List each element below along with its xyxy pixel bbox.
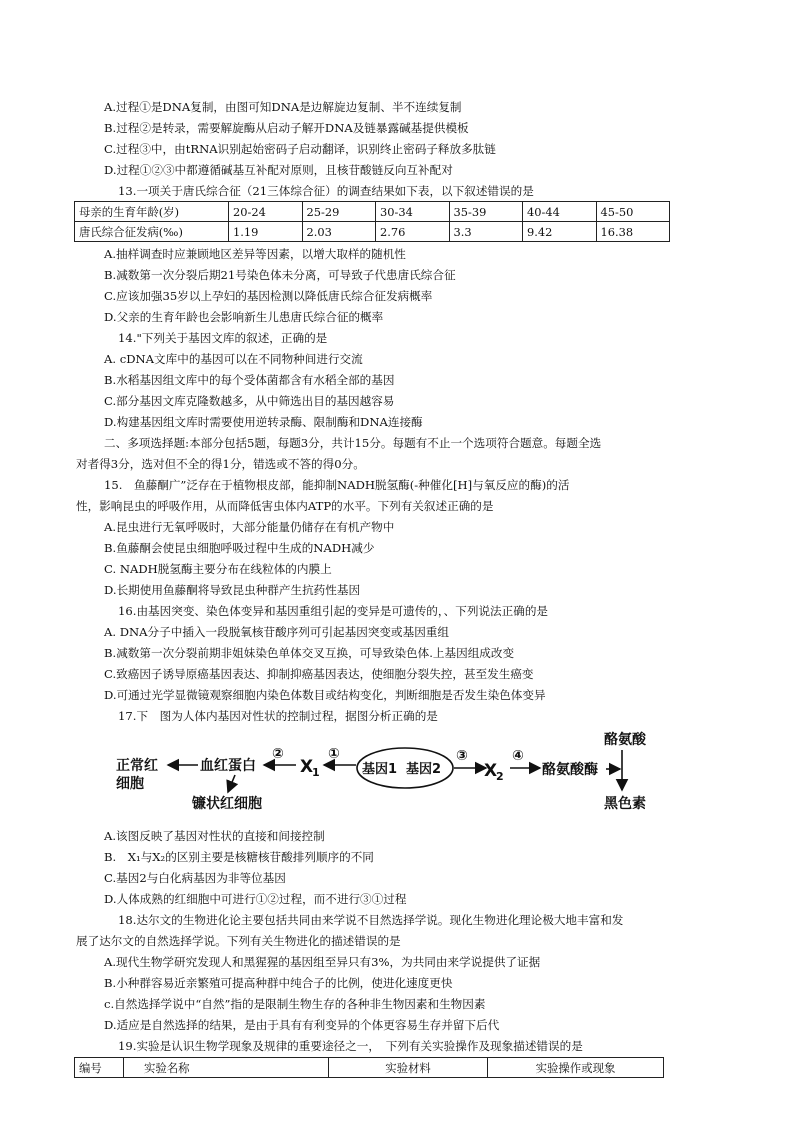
- q12-option-d: D.过程①②③中都遵循碱基互补配对原则，且核苷酸链反向互补配对: [104, 163, 453, 177]
- table-cell: 唐氏综合征发病(‰): [75, 222, 229, 242]
- table-row: [75, 222, 670, 242]
- section2-intro-line1: 二、多项选择题:本部分包括5题，每题3分，共计15分。每题有不止一个选项符合题意。每题全选: [104, 436, 602, 450]
- gene-control-diagram: [100, 730, 700, 830]
- table-cell: 25-29: [302, 202, 376, 222]
- x2-subscript: 2: [496, 770, 504, 783]
- q15-stem-line2: 性，影响昆虫的呼吸作用，从而降低害虫体内ATP的水平。下列有关叙述正确的是: [76, 499, 494, 513]
- step-2-label: ②: [272, 746, 284, 762]
- q13-option-d: D.父亲的生育年龄也会影响新生儿患唐氏综合征的概率: [104, 310, 384, 324]
- q18-option-c: c.自然选择学说中“自然”指的是限制生物生存的各种非生物因素和生物因素: [104, 997, 486, 1011]
- q17-option-c: C.基因2与白化病基因为非等位基因: [104, 871, 286, 885]
- q12-option-b: B.过程②是转录，需要解旋酶从启动子解开DNA及链暴露碱基提供模板: [104, 121, 469, 135]
- q19-table: [74, 1057, 664, 1078]
- q17-stem: 17.下 图为人体内基因对性状的控制过程，据图分析正确的是: [118, 709, 438, 723]
- q18-option-a: A.现代生物学研究发现人和黑猩猩的基因组至异只有3%，为共同由来学说提供了证据: [104, 955, 541, 969]
- table-header-cell: 实验操作或现象: [488, 1058, 664, 1078]
- q14-option-d: D.构建基因组文库时需要使用逆转录酶、限制酶和DNA连接酶: [104, 415, 423, 429]
- q16-option-c: C.致癌因子诱导原癌基因表达、抑制抑癌基因表达，使细胞分裂失控，甚至发生癌变: [104, 667, 534, 681]
- q13-option-c: C.应该加强35岁以上孕妇的基因检测以降低唐氏综合征发病概率: [104, 289, 433, 303]
- hemoglobin-label: 血红蛋白: [200, 758, 256, 774]
- q18-stem-line1: 18.达尔文的生物进化论主要包括共同由来学说不目然选择学说。现化生物进化理论极大地丰富和发: [118, 913, 624, 927]
- normal-rbc-label-2: 细胞: [116, 776, 144, 792]
- table-cell: 3.3: [449, 222, 523, 242]
- q13-option-b: B.减数第一次分裂后期21号染色体未分离，可导致子代患唐氏综合征: [104, 268, 456, 282]
- x1-label: X: [300, 757, 314, 777]
- q16-option-a: A. DNA分子中插入一段脱氧核苷酸序列可引起基因突变或基因重组: [104, 625, 449, 639]
- q17-option-a: A.该图反映了基因对性状的直接和间接控制: [104, 829, 325, 843]
- table-cell: 45-50: [596, 202, 670, 222]
- q15-option-a: A.昆虫进行无氧呼吸时，大部分能量仍储存在有机产物中: [104, 520, 395, 534]
- table-cell: 母亲的生育年龄(岁): [75, 202, 229, 222]
- table-cell: 9.42: [523, 222, 597, 242]
- x2-label: X: [484, 761, 498, 781]
- q15-option-b: B.鱼藤酮会使昆虫细胞呼吸过程中生成的NADH减少: [104, 541, 375, 555]
- table-cell: 1.19: [229, 222, 303, 242]
- q12-option-a: A.过程①是DNA复制，由图可知DNA是边解旋边复制、半不连续复制: [104, 100, 462, 114]
- table-header-cell: 实验名称: [124, 1058, 329, 1078]
- table-cell: 2.76: [376, 222, 450, 242]
- step-1-label: ①: [328, 746, 340, 762]
- q15-option-d: D.长期使用鱼藤酮将导致昆虫种群产生抗药性基因: [104, 583, 361, 597]
- section2-intro-line2: 对者得3分，选对但不全的得1分，错选或不答的得0分。: [76, 457, 365, 471]
- q18-option-b: B.小种群容易近亲繁殖可提高种群中纯合子的比例，使进化速度更快: [104, 976, 453, 990]
- q18-option-d: D.适应是自然选择的结果，是由于具有有利变异的个体更容易生存并留下后代: [104, 1018, 500, 1032]
- tyrosinase-label: 酪氨酸酶: [542, 762, 598, 778]
- table-cell: 40-44: [523, 202, 597, 222]
- q14-option-b: B.水稻基因组文库中的每个受体菌都含有水稻全部的基因: [104, 373, 395, 387]
- table-row: [75, 202, 670, 222]
- tyrosine-label: 酪氨酸: [604, 732, 646, 748]
- q14-stem: 14."下列关于基因文库的叙述，正确的是: [118, 331, 328, 345]
- normal-rbc-label: 正常红: [116, 758, 158, 774]
- q18-stem-line2: 展了达尔文的自然选择学说。下列有关生物进化的描述错误的是: [76, 934, 401, 948]
- q17-option-b: B. X₁与X₂的区别主要是核糖核苷酸排列顺序的不同: [104, 850, 374, 864]
- q14-option-a: A. cDNA文库中的基因可以在不同物种间进行交流: [104, 352, 363, 366]
- table-header-cell: 实验材料: [329, 1058, 488, 1078]
- q13-stem: 13.一项关于唐氏综合征（21三体综合征）的调查结果如下表，以下叙述错误的是: [118, 184, 534, 198]
- table-cell: 35-39: [449, 202, 523, 222]
- q16-option-d: D.可通过光学显微镜观察细胞内染色体数目或结构变化，判断细胞是否发生染色体变异: [104, 688, 546, 702]
- table-cell: 2.03: [302, 222, 376, 242]
- q12-option-c: C.过程③中，由tRNA识别起始密码子启动翻译，识别终止密码子释放多肽链: [104, 142, 496, 156]
- table-cell: 20-24: [229, 202, 303, 222]
- q17-option-d: D.人体成熟的红细胞中可进行①②过程，而不进行③①过程: [104, 892, 407, 906]
- melanin-label: 黑色素: [604, 796, 646, 812]
- q19-stem: 19.实验是认识生物学现象及规律的重要途径之一， 下列有关实验操作及现象描述错误的是: [118, 1039, 583, 1053]
- x1-subscript: 1: [312, 766, 320, 779]
- q13-option-a: A.抽样调查时应兼顾地区差异等因素，以增大取样的随机性: [104, 247, 406, 261]
- q16-option-b: B.减数第一次分裂前期非姐妹染色单体交叉互换，可导致染色体.上基因组成改变: [104, 646, 515, 660]
- q15-stem-line1: 15. 鱼藤酮广”泛存在于植物根皮部，能抑制NADH脱氢酶(-种催化[H]与氧反应的酶)的活: [104, 478, 570, 492]
- table-header-cell: 编号: [75, 1058, 124, 1078]
- step-4-label: ④: [512, 748, 524, 764]
- q14-option-c: C.部分基因文库克隆数越多，从中筛选出目的基因越容易: [104, 394, 395, 408]
- q13-table: [74, 201, 670, 242]
- table-cell: 16.38: [596, 222, 670, 242]
- q15-option-c: C. NADH脱氢酶主要分布在线粒体的内膜上: [104, 562, 332, 576]
- step-3-label: ③: [456, 748, 468, 764]
- gene2-label: 基因2: [406, 762, 442, 777]
- sickle-cell-label: 镰状红细胞: [192, 796, 262, 812]
- arrow-hemoglobin-to-sickle: [228, 775, 235, 792]
- q16-stem: 16.由基因突变、染色体变异和基因重组引起的变异是可遗传的，、下列说法正确的是: [118, 604, 549, 618]
- gene1-label: 基因1: [362, 762, 398, 777]
- table-cell: 30-34: [376, 202, 450, 222]
- table-row: [75, 1058, 664, 1078]
